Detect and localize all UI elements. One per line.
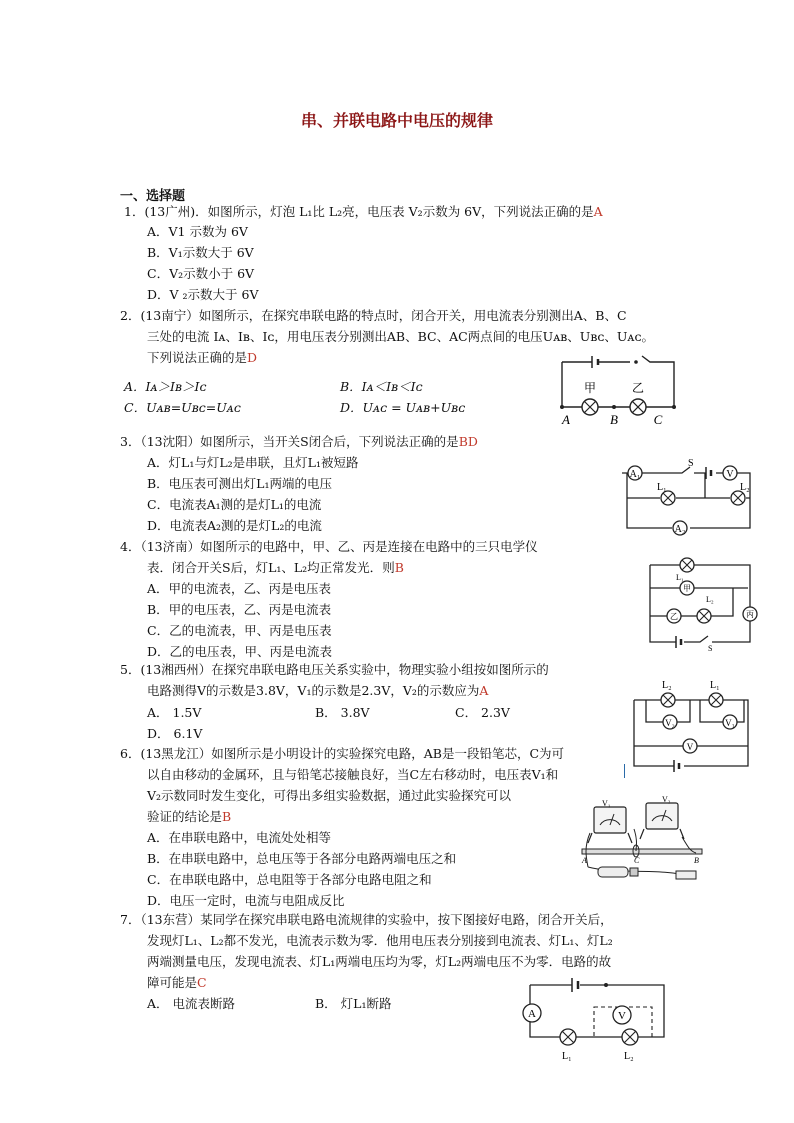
q3-circuit-figure: [620, 458, 755, 538]
meter-label: V: [686, 742, 694, 752]
question-7-stem: 障可能是C: [147, 975, 207, 990]
option: A．甲的电流表，乙、丙是电压表: [147, 581, 332, 596]
meter-label: V₂: [665, 718, 675, 728]
option: C．Uᴀʙ=Uʙᴄ=Uᴀᴄ: [124, 400, 241, 415]
point-label: C: [653, 412, 663, 427]
point-label: B: [610, 412, 618, 427]
lamp-label: L₁: [657, 482, 667, 493]
question-5-stem: 5．(13湘西州）在探究串联电路电压关系实验中，物理实验小组按如图所示的: [120, 662, 549, 677]
option: B．Iᴀ＜Iʙ＜Iᴄ: [340, 379, 423, 394]
meter-label: V: [618, 1010, 626, 1022]
answer: D: [247, 350, 258, 365]
meter-label: 丙: [746, 610, 754, 619]
meter-label: V: [726, 469, 734, 480]
option: B．甲的电压表，乙、丙是电流表: [147, 602, 332, 617]
q5-circuit-figure: [628, 678, 753, 776]
question-7-stem: 7．（13东营）某同学在探究串联电路电流规律的实验中，按下图接好电路，闭合开关后，: [120, 912, 613, 927]
option: C．V₂示数小于 6V: [147, 266, 255, 281]
question-5-stem: 电路测得V的示数是3.8V，V₁的示数是2.3V，V₂的示数应为A: [147, 683, 489, 698]
option: B． 3.8V: [315, 705, 370, 720]
question-7-stem: 发现灯L₁、L₂都不发光，电流表示数为零．他用电压表分别接到电流表、灯L₁、灯L₂: [147, 933, 613, 948]
option: A． 电流表断路: [147, 996, 236, 1011]
option: D． 6.1V: [147, 726, 203, 741]
option: A．V1 示数为 6V: [147, 224, 248, 239]
question-6-stem: 6．(13黑龙江）如图所示是小明设计的实验探究电路，AB是一段铅笔芯，C为可: [120, 746, 565, 761]
option: D．Uᴀᴄ = Uᴀʙ+Uʙᴄ: [340, 400, 466, 415]
answer: C: [197, 975, 207, 990]
meter-label: V₁: [602, 799, 611, 808]
question-3-stem: 3．（13沈阳）如图所示，当开关S闭合后，下列说法正确的是BD: [120, 434, 478, 449]
option: C．在串联电路中，总电阻等于各部分电路电阻之和: [147, 872, 432, 887]
option: D．乙的电压表，甲、丙是电流表: [147, 644, 333, 659]
option: B．在串联电路中，总电压等于各部分电路两端电压之和: [147, 851, 457, 866]
question-4-stem: 4．（13济南）如图所示的电路中，甲、乙、丙是连接在电路中的三只电学仪: [120, 539, 538, 554]
cursor-mark: [624, 764, 625, 778]
q6-apparatus-figure: [578, 797, 713, 892]
option: A．Iᴀ＞Iʙ＞Iᴄ: [124, 379, 207, 394]
lamp-label: 乙: [631, 381, 645, 395]
lamp-label: L₂: [706, 595, 714, 604]
q7-circuit-figure: [516, 975, 671, 1065]
meter-label: V₂: [662, 795, 671, 804]
question-6-stem: V₂示数同时发生变化，可得出多组实验数据，通过此实验探究可以: [147, 788, 512, 803]
meter-label: V₁: [725, 718, 735, 728]
question-2-stem: 三处的电流 Iᴀ、Iʙ、Iᴄ，用电压表分别测出AB、BC、AC两点间的电压Uᴀʙ、Uʙᴄ、Uᴀᴄ。: [147, 329, 654, 344]
meter-label: 甲: [683, 584, 691, 593]
answer: B: [394, 560, 404, 575]
point-label: C: [634, 856, 640, 865]
option: A．在串联电路中，电流处处相等: [147, 830, 332, 845]
answer: A: [479, 683, 489, 698]
lamp-label: 甲: [583, 381, 597, 395]
point-label: A: [562, 412, 570, 427]
answer: A: [593, 204, 603, 219]
switch-label: S: [688, 458, 694, 469]
option: D．V ₂示数大于 6V: [147, 287, 259, 302]
option: D．电流表A₂测的是灯L₂的电流: [147, 518, 322, 533]
question-7-stem: 两端测量电压，发现电流表、灯L₁两端电压均为零，灯L₂两端电压不为零．电路的故: [147, 954, 612, 969]
page-title: 串、并联电路中电压的规律: [300, 111, 493, 130]
lamp-label: L₁: [676, 573, 684, 582]
question-2-stem: 下列说法正确的是D: [147, 350, 258, 365]
option: A． 1.5V: [147, 705, 202, 720]
lamp-label: L₂: [740, 482, 750, 493]
section-heading: 一、选择题: [120, 189, 186, 204]
question-1-stem: 1．(13广州)．如图所示，灯泡 L₁比 L₂亮，电压表 V₂示数为 6V，下列说法正确的是A: [124, 204, 603, 219]
option: B．电压表可测出灯L₁两端的电压: [147, 476, 332, 491]
lamp-label: L₂: [662, 680, 672, 691]
question-6-stem: 验证的结论是B: [147, 809, 232, 824]
option: C．电流表A₁测的是灯L₁的电流: [147, 497, 322, 512]
meter-label: A₁: [629, 469, 641, 480]
option: A．灯L₁与灯L₂是串联，且灯L₁被短路: [147, 455, 359, 470]
option: C．乙的电流表，甲、丙是电压表: [147, 623, 332, 638]
lamp-label: L₂: [624, 1051, 634, 1062]
option: B． 灯L₁断路: [315, 996, 392, 1011]
point-label: B: [694, 856, 699, 865]
question-4-stem: 表．闭合开关S后，灯L₁、L₂均正常发光．则B: [147, 560, 404, 575]
lamp-label: L₁: [562, 1051, 572, 1062]
q4-circuit-figure: [638, 550, 758, 653]
meter-label: 乙: [670, 612, 678, 621]
lamp-label: L₁: [710, 680, 720, 691]
answer: BD: [458, 434, 478, 449]
q2-circuit-figure: [552, 352, 682, 427]
option: D．电压一定时，电流与电阻成反比: [147, 893, 345, 908]
meter-label: A₂: [674, 524, 686, 535]
switch-label: S: [708, 644, 713, 653]
question-6-stem: 以自由移动的金属环，且与铅笔芯接触良好，当C左右移动时，电压表V₁和: [147, 767, 559, 782]
point-label: A: [582, 856, 587, 865]
option: B．V₁示数大于 6V: [147, 245, 254, 260]
question-2-stem: 2．(13南宁）如图所示，在探究串联电路的特点时，闭合开关，用电流表分别测出A、B、C: [120, 308, 627, 323]
option: C． 2.3V: [455, 705, 510, 720]
meter-label: A: [528, 1008, 536, 1020]
answer: B: [222, 809, 232, 824]
